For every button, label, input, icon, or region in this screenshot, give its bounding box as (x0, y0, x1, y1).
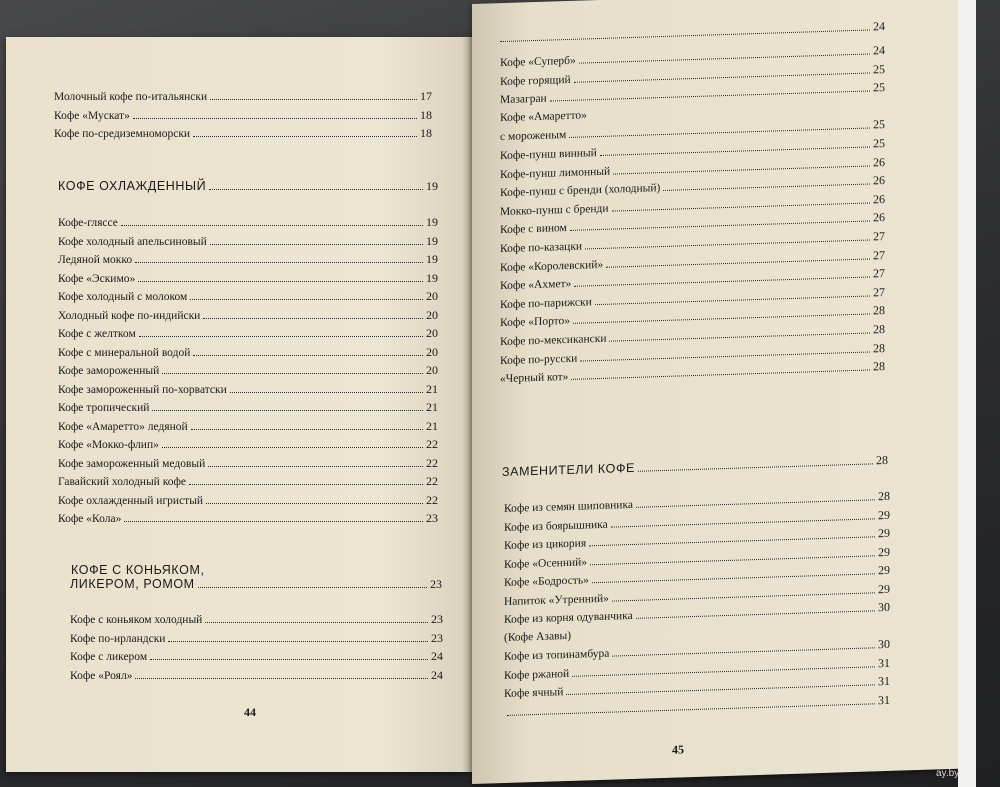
entry-title: Кофе «Суперб» (500, 54, 576, 70)
entry-page-number: 22 (426, 492, 438, 507)
toc-entry (58, 400, 438, 415)
toc-entry (58, 326, 438, 341)
entry-title: Кофе замороженный по-хорватски (58, 383, 227, 396)
dot-leader (152, 410, 423, 411)
toc-entry (58, 252, 438, 267)
dot-leader (500, 29, 870, 42)
entry-title: Кофе из боярышника (504, 518, 608, 534)
entry-title: Кофе-пунш винный (500, 147, 597, 163)
entry-page-number: 20 (426, 363, 438, 377)
dot-leader (585, 239, 870, 249)
entry-title: Ледяной мокко (58, 254, 133, 266)
toc-entry (58, 308, 438, 323)
toc-entry (58, 456, 438, 471)
entry-title: Кофе по-казацки (500, 240, 583, 256)
toc-entry (70, 649, 443, 664)
entry-title: КОФЕ ОХЛАЖДЕННЫЙ (58, 179, 207, 193)
entry-page-number: 28 (876, 452, 888, 468)
toc-entry (58, 271, 438, 286)
entry-title: Кофе «Мускат» (54, 109, 130, 122)
entry-title: Кофе-пунш лимонный (500, 165, 611, 181)
dot-leader (210, 244, 423, 245)
dot-leader (203, 318, 423, 319)
dot-leader (579, 53, 870, 63)
dot-leader (638, 463, 873, 471)
entry-title: Кофе «Амаретто» (500, 109, 587, 124)
entry-page-number: 18 (420, 126, 432, 140)
entry-page-number: 23 (431, 612, 443, 626)
right-page (472, 0, 958, 784)
entry-title: с мороженым (500, 129, 567, 144)
toc-entry (58, 215, 438, 230)
entry-page-number: 20 (426, 307, 438, 322)
entry-title: Кофе холодный с молоком (58, 291, 188, 303)
entry-page-number: 23 (426, 511, 438, 525)
entry-title: Кофе «Ахмет» (500, 278, 572, 293)
toc-entry (54, 108, 432, 123)
entry-title: Молочный кофе по-итальянски (54, 91, 208, 103)
entry-page-number: 23 (430, 577, 442, 591)
entry-page-number: 29 (878, 544, 890, 559)
dot-leader (612, 592, 875, 601)
entry-title: Кофе из семян шиповника (504, 498, 633, 515)
entry-page-number: 29 (878, 525, 890, 541)
entry-page-number: 24 (431, 649, 443, 663)
dot-leader (193, 136, 417, 137)
entry-title: ЗАМЕНИТЕЛИ КОФЕ (502, 460, 635, 480)
entry-page-number: 28 (873, 359, 885, 374)
page-number-44: 44 (244, 705, 256, 719)
entry-title: Кофе из топинамбура (504, 647, 610, 663)
dot-leader (190, 299, 423, 300)
toc-entry (58, 382, 438, 397)
entry-title: Кофе с коньяком холодный (70, 614, 203, 626)
section-cognac-line1: КОФЕ С КОНЬЯКОМ, (71, 563, 205, 577)
entry-page-number: 19 (426, 215, 438, 229)
entry-page-number: 29 (878, 507, 890, 522)
entry-title: Кофе из цикория (504, 537, 587, 552)
entry-title: Кофе «Порто» (500, 315, 571, 330)
entry-page-number: 28 (873, 340, 885, 355)
dot-leader (210, 99, 417, 100)
entry-title: Кофе с желтком (58, 328, 136, 340)
entry-title: Кофе тропический (58, 402, 150, 414)
paper-edge-strip (958, 0, 976, 787)
toc-entry (70, 612, 443, 627)
entry-page-number: 17 (420, 89, 432, 103)
page-number-45: 45 (672, 742, 684, 757)
entry-title: Кофе с вином (500, 222, 567, 237)
entry-title: Кофе «Кола» (58, 513, 122, 525)
dot-leader (609, 332, 870, 341)
toc-entry (58, 419, 438, 434)
dot-leader (135, 262, 423, 263)
entry-title: Кофе «Мокко-флип» (58, 439, 159, 451)
toc-entry (58, 511, 438, 526)
entry-page-number: 30 (878, 599, 890, 615)
toc-entry (58, 345, 438, 360)
entry-title: Кофе замороженный (58, 365, 160, 377)
entry-title: Кофе по-мексикански (500, 332, 607, 349)
dot-leader (570, 221, 870, 231)
entry-title: Кофе ячный (504, 686, 564, 700)
dot-leader (135, 678, 428, 679)
dot-leader (206, 503, 423, 504)
dot-leader (590, 555, 875, 565)
dot-leader (507, 703, 875, 716)
entry-page-number: 26 (873, 210, 885, 225)
dot-leader (198, 587, 427, 588)
entry-page-number: 21 (426, 381, 438, 396)
toc-entry (58, 437, 438, 452)
entry-page-number: 27 (873, 247, 885, 262)
dot-leader (589, 536, 875, 546)
dot-leader (121, 225, 423, 226)
entry-page-number: 23 (431, 630, 443, 645)
toc-entry (58, 234, 438, 249)
entry-title: Кофе ржаной (504, 667, 570, 682)
section-chilled (58, 179, 438, 193)
entry-page-number: 18 (420, 107, 432, 122)
entry-page-number: 24 (873, 43, 885, 58)
entry-title: Кофе по-парижски (500, 296, 592, 311)
dot-leader (592, 573, 875, 583)
dot-leader (574, 277, 870, 287)
toc-entry-continued (500, 19, 885, 45)
dot-leader (574, 72, 870, 82)
entry-page-number: 28 (873, 322, 885, 337)
dot-leader (613, 165, 870, 174)
dot-leader (189, 484, 423, 485)
dot-leader (230, 392, 423, 393)
entry-title: Кофе с ликером (70, 651, 148, 663)
dot-leader (606, 258, 870, 267)
dot-leader (600, 146, 870, 155)
entry-page-number: 21 (426, 400, 438, 414)
watermark: ay.by (936, 768, 960, 779)
entry-title: Кофе-гляссе (58, 217, 118, 229)
dot-leader (636, 610, 875, 619)
entry-page-number: 27 (873, 266, 885, 281)
dot-leader (580, 351, 870, 361)
dot-leader (139, 336, 423, 337)
entry-title: Мазагран (500, 92, 547, 107)
entry-page-number: 19 (426, 252, 438, 266)
entry-title: «Черный кот» (500, 371, 569, 386)
dot-leader (205, 622, 428, 623)
entry-page-number: 22 (426, 474, 438, 488)
entry-page-number: 21 (426, 418, 438, 433)
entry-page-number: 31 (878, 655, 890, 670)
dot-leader (208, 466, 423, 467)
entry-title: Кофе «Роял» (70, 669, 133, 682)
dot-leader (636, 499, 875, 508)
entry-title: Кофе холодный апельсиновый (58, 235, 207, 248)
entry-page-number: 22 (426, 437, 438, 451)
entry-page-number: 28 (878, 488, 890, 504)
dot-leader (138, 281, 423, 282)
dot-leader (209, 189, 423, 190)
dot-leader (595, 295, 870, 305)
entry-page-number: 20 (426, 289, 438, 303)
toc-entry (54, 126, 432, 141)
toc-entry (70, 631, 443, 646)
entry-page-number: 20 (426, 326, 438, 340)
entry-title: Кофе по-средиземноморски (54, 128, 191, 140)
entry-title: Кофе-пунш с бренди (холодный) (500, 182, 661, 200)
entry-page-number: 19 (426, 270, 438, 285)
entry-page-number: 20 (426, 344, 438, 359)
entry-title: Гавайский холодный кофе (58, 476, 187, 488)
entry-title: Кофе «Эскимо» (58, 272, 136, 285)
entry-page-number: 29 (878, 581, 890, 596)
dot-leader (571, 370, 870, 380)
dot-leader (611, 518, 875, 527)
dot-leader (612, 202, 871, 211)
dot-leader (162, 373, 423, 374)
dot-leader (663, 184, 870, 191)
entry-page-number: 25 (873, 136, 885, 151)
dot-leader (590, 109, 882, 118)
dot-leader (612, 647, 875, 656)
entry-title: Кофе из корня одуванчика (504, 609, 633, 626)
entry-title: Кофе по-ирландски (70, 632, 166, 645)
entry-title: Холодный кофе по-индийски (58, 309, 201, 322)
dot-leader (168, 641, 428, 642)
dot-leader (193, 355, 423, 356)
entry-page-number: 24 (873, 19, 885, 34)
dot-leader (573, 314, 870, 324)
dot-leader (574, 628, 887, 638)
dot-leader (133, 118, 417, 119)
entry-title: ЛИКЕРОМ, РОМОМ (70, 577, 195, 591)
entry-title: Кофе по-русски (500, 352, 578, 367)
dot-leader (124, 521, 423, 522)
entry-title: Кофе с минеральной водой (58, 346, 191, 359)
entry-title: Кофе «Осенний» (504, 555, 588, 571)
toc-entry (58, 493, 438, 508)
entry-page-number: 19 (426, 233, 438, 248)
dot-leader (150, 659, 428, 660)
dot-leader (162, 447, 423, 448)
entry-title: Кофе «Амаретто» ледяной (58, 420, 188, 433)
toc-entry (58, 289, 438, 304)
entry-page-number: 27 (873, 284, 885, 300)
entry-page-number: 30 (878, 636, 890, 652)
entry-page-number: 29 (878, 562, 890, 578)
toc-entry (70, 668, 443, 683)
left-page (6, 37, 476, 772)
entry-page-number: 26 (873, 191, 885, 207)
section-cognac (70, 577, 442, 591)
entry-page-number: 26 (873, 173, 885, 188)
dot-leader (191, 429, 423, 430)
toc-entry (58, 474, 438, 489)
entry-title: Кофе горящий (500, 73, 571, 88)
entry-title: Кофе замороженный медовый (58, 457, 206, 470)
entry-title: Мокко-пунш с бренди (500, 202, 609, 218)
entry-title: Кофе «Бодрость» (504, 574, 589, 589)
entry-title: Кофе охлажденный игристый (58, 494, 204, 507)
entry-page-number: 27 (873, 229, 885, 244)
entry-page-number: 19 (426, 179, 438, 193)
entry-page-number: 24 (431, 667, 443, 682)
entry-page-number: 25 (873, 80, 885, 95)
entry-title: Напиток «Утренний» (504, 592, 609, 608)
entry-title: (Кофе Азавы) (504, 629, 572, 644)
entry-page-number: 28 (873, 303, 885, 318)
entry-page-number: 25 (873, 117, 885, 132)
toc-entry (54, 89, 432, 104)
entry-page-number: 26 (873, 154, 885, 169)
entry-page-number: 31 (878, 692, 890, 707)
entry-page-number: 22 (426, 455, 438, 470)
entry-page-number: 25 (873, 61, 885, 76)
entry-page-number: 31 (878, 673, 890, 689)
section-substitutes (502, 453, 888, 479)
dot-leader (569, 128, 870, 138)
toc-entry (58, 363, 438, 378)
entry-title: Кофе «Королевский» (500, 258, 604, 274)
